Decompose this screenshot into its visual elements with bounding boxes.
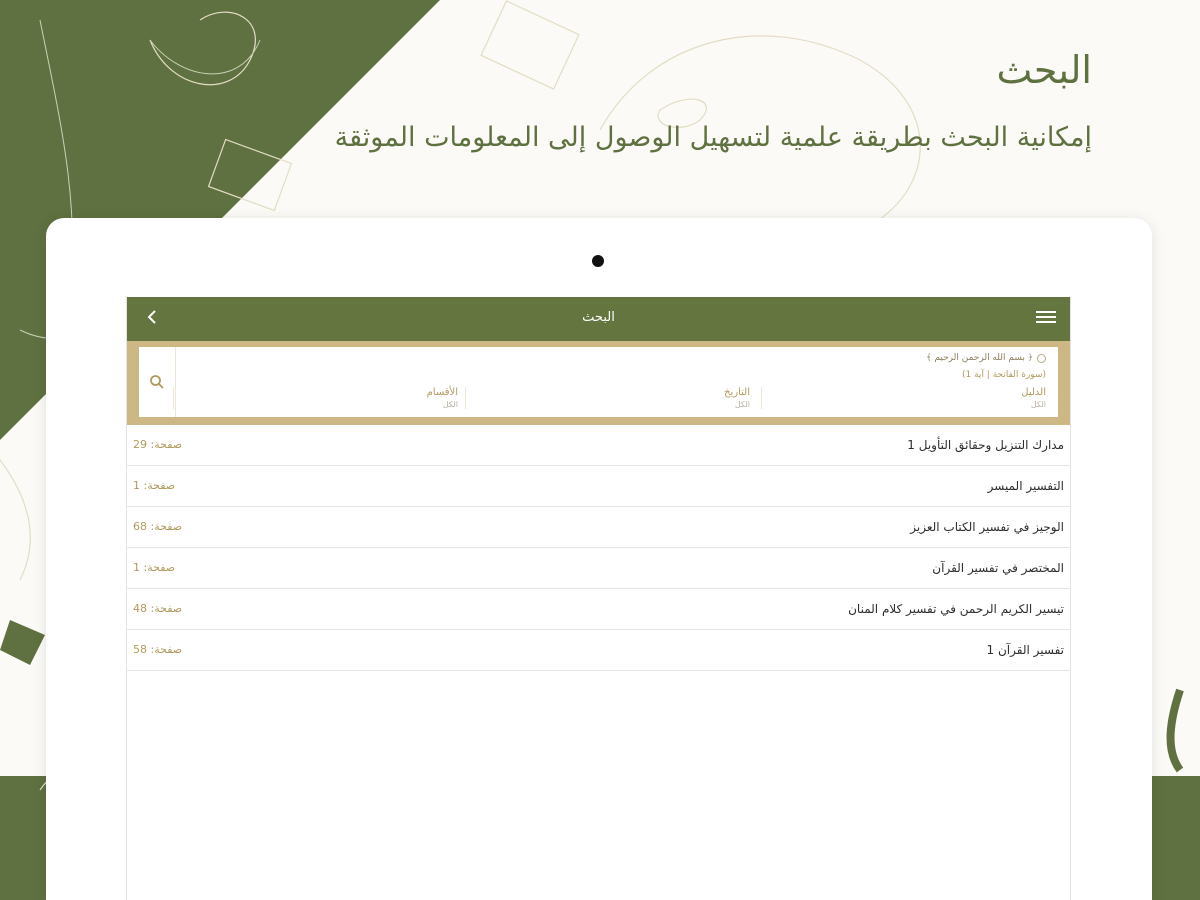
page-number: صفحة: 1	[133, 479, 176, 492]
list-item[interactable]	[127, 630, 1070, 671]
list-item[interactable]	[127, 589, 1070, 630]
page-number: صفحة: 58	[133, 643, 183, 656]
list-item[interactable]	[127, 425, 1070, 466]
search-panel	[127, 341, 1070, 425]
book-title: مدارك التنزيل وحقائق التأويل 1	[907, 438, 1064, 452]
list-item[interactable]	[127, 507, 1070, 548]
search-box[interactable]	[139, 347, 1058, 417]
verse-text: ﴿ بسم الله الرحمن الرحيم ﴾	[926, 353, 1033, 363]
page-number: صفحة: 29	[133, 438, 183, 451]
search-icon	[149, 374, 165, 390]
list-item[interactable]	[127, 548, 1070, 589]
filter-label: الأقسام	[426, 387, 458, 398]
menu-button[interactable]	[1036, 311, 1056, 327]
page-number: صفحة: 48	[133, 602, 183, 615]
verse-line	[926, 353, 1046, 363]
book-title: التفسير الميسر	[987, 479, 1064, 493]
filter-value: الكل	[734, 400, 750, 409]
page-number: صفحة: 68	[133, 520, 183, 533]
results-list	[127, 425, 1070, 671]
verse-reference: (سورة الفاتحة | آية 1)	[962, 370, 1046, 380]
promo-title: البحث	[996, 48, 1092, 92]
hamburger-menu-icon	[1036, 311, 1056, 323]
list-item[interactable]	[127, 466, 1070, 507]
book-title: الوجيز في تفسير الكتاب العزيز	[910, 520, 1064, 534]
app-screen	[126, 297, 1071, 900]
book-title: المختصر في تفسير القرآن	[932, 561, 1064, 575]
book-title: تفسير القرآن 1	[986, 643, 1064, 657]
filter-value: الكل	[1030, 400, 1046, 409]
book-title: تيسير الكريم الرحمن في تفسير كلام المنان	[848, 602, 1064, 616]
filter-evidence[interactable]	[761, 387, 1046, 409]
filter-sections[interactable]	[173, 387, 458, 409]
filter-label: التاريخ	[724, 387, 750, 398]
search-button[interactable]	[139, 347, 176, 417]
filter-value: الكل	[442, 400, 458, 409]
promo-subtitle: إمكانية البحث بطريقة علمية لتسهيل الوصول إلى المعلومات الموثقة	[334, 122, 1092, 153]
radio-icon[interactable]	[1037, 354, 1046, 363]
page-number: صفحة: 1	[133, 561, 176, 574]
app-title: البحث	[582, 310, 615, 325]
filter-date[interactable]	[465, 387, 750, 409]
filter-label: الدليل	[1021, 387, 1046, 398]
app-header	[127, 297, 1070, 341]
tablet-camera	[592, 255, 604, 267]
